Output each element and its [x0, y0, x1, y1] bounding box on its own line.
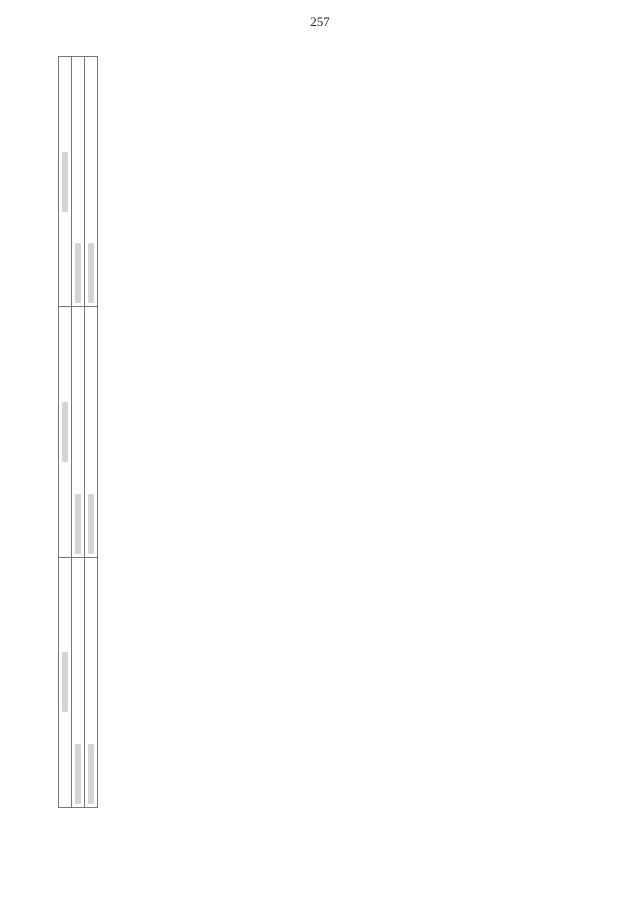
table-cell [85, 557, 98, 807]
table-cell [72, 557, 85, 807]
table-cell [85, 307, 98, 557]
table-cell [85, 57, 98, 307]
table-row [72, 57, 85, 808]
indicator-table [58, 56, 98, 808]
table-cell [72, 307, 85, 557]
table-header-cell [59, 307, 72, 557]
table-cell [72, 57, 85, 307]
page-number: 257 [310, 14, 330, 29]
table-row [85, 57, 98, 808]
table-header-cell [59, 557, 72, 807]
table-header-cell [59, 57, 72, 307]
table-header-row [59, 57, 72, 808]
indicator-table-region [58, 56, 586, 808]
